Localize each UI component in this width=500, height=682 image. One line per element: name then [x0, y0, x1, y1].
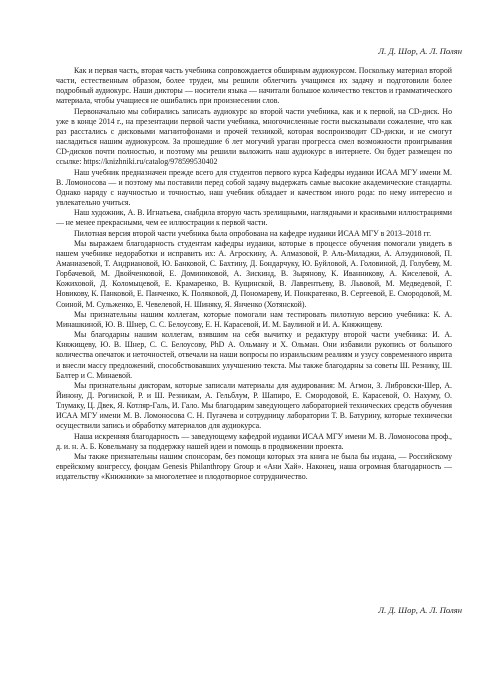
paragraph-thanks-sponsors: Мы также признательны нашим спонсорам, без помощи которых эта книга не была бы издана, — Российскому еврейскому конгрессу, фондам Genesis Philanthropy Group и «Ани Хай». Наконец, наша огромная благодарность — издательству «Книжники» за многолетнее и плодотворное сотрудничество.	[56, 451, 452, 482]
paragraph-thanks-students: Мы выражаем благодарность студентам кафедры иудаики, которые в процессе обучения помогали увидеть в нашем учебнике недоработки и исправить их: А. Агроскину, А. Алмазовой, Р. Аль-Миладжи, А. Алэудиновой, П. Аманиазевой, Т. Андриановой, Ю. Банковой, С. Бахтину, Д. Бондарчуку, Ю. Буйловой, А. Головиной, Д. Голубеву, М. Горбачевой, М. Двойченковой, Е. Доминиковой, А. Зискинд, В. Зырянову, К. Иванникову, А. Киселевой, А. Кожиховой, Д. Коломыцевой, Е. Крамаренко, В. Кущинской, В. Лаврентьеву, В. Львовой, М. Медведевой, Г. Новикову, К. Панковой, Е. Панченко, К. Поляковой, Д. Пономареву, И. Понкратенко, В. Сергеевой, Е. Смородовой, М. Соиной, М. Сульженко, Е. Чевелевой, Н. Шиняку, Я. Янченко (Хотянской).	[56, 238, 452, 309]
paragraph-thanks-speakers: Мы признательны дикторам, которые записали материалы для аудирования: М. Агмон, З. Либровски-Шер, А. Йинону, Д. Рогинской, Р. и Ш. Резникам, А. Гельблум, Р. Шапиро, Е. Смородовой, Е. Карасевой, О. Нахуму, О. Тлумаку, Ц. Двек, Я. Котляр-Галь, И. Гало. Мы благодарим заведующего лабораторией технических средств обучения ИСАА МГУ имени М. В. Ломоносова С. Н. Пугачева и сотрудницу лаборатории Т. В. Батурину, которые технически осуществили запись и обработку материалов для аудиокурса.	[56, 380, 452, 431]
paragraph-thanks-testers: Мы признательны нашим коллегам, которые помогали нам тестировать пилотную версию учебника: К. А. Минашкиной, Ю. В. Шнер, С. С. Белоусову, Е. Н. Карасевой, И. М. Баулиной и И. А. Княжищеву.	[56, 309, 452, 329]
running-head-authors: Л. Д. Шор, А. Л. Полян	[378, 46, 462, 56]
signature-authors: Л. Д. Шор, А. Л. Полян	[378, 605, 462, 615]
preface-text	[56, 66, 452, 482]
paragraph-thanks-head: Наша искренняя благодарность — заведующему кафедрой иудаики ИСАА МГУ имени М. В. Ломоносова проф., д. и. н. А. Б. Ковельману за поддержку нашей идеи и помощь в продвижении проекта.	[56, 431, 452, 451]
paragraph-pilot-version: Пилотная версия второй части учебника была опробована на кафедре иудаики ИСАА МГУ в 2013–2018 гг.	[74, 228, 432, 238]
paragraph-thanks-editors: Мы благодарны нашим коллегам, взявшим на себя вычитку и редактуру второй части учебника: И. А. Княжищеву, Ю. В. Шнер, С. С. Белоусову, PhD А. Ольману и Х. Ольман. Они избавили рукопись от большого количества опечаток и неточностей, отвечали на наши вопросы по израильским реалиям и узусу современного иврита и внесли массу предложений, способствовавших улучшению текста. Мы также благодарны за советы Ш. Резнику, Ш. Балтер и С. Минаевой.	[56, 330, 452, 380]
paragraph-illustrator: Наш художник, А. В. Игнатьева, снабдила вторую часть зрелищными, наглядными и красивыми иллюстрациями — не менее прекрасными, чем ее иллюстрации к первой части.	[56, 208, 452, 228]
paragraph-cd-history: Первоначально мы собирались записать аудиокурс ко второй части учебника, как и к первой, на CD-диск. Но уже в конце 2014 г., на презентации первой части учебника, многочисленные гости высказывали сожаление, что как раз расстались с дисковыми магнитофонами и прочей техникой, которая воспроизводит CD-диски, и не смогут насладиться нашим аудиокурсом. За прошедшие 6 лет могучий ураган прогресса смел возможности проигрывания CD-дисков почти полностью, и поэтому мы решили выложить наш аудиокурс в интернете. Он будет размещен по ссылке: https://knizhniki.ru/catalog/978599530402	[56, 106, 452, 167]
paragraph-audio-course: Как и первая часть, вторая часть учебника сопровождается обширным аудиокурсом. Поскольку материал второй части, естественным образом, более труден, мы решили облегчить учащимся их задачу и подготовили более подробный аудиокурс. Наши дикторы — носители языка — начитали большое количество текстов и грамматического материала, чтобы учащиеся не ошибались при произнесении слов.	[56, 66, 452, 106]
paragraph-audience: Наш учебник предназначен прежде всего для студентов первого курса Кафедры иудаики ИСАА МГУ имени М. В. Ломоносова — и поэтому мы поставили перед собой задачу выдержать самые высокие академические стандарты. Однако наряду с научностью и точностью, наш учебник обладает и качеством иного рода: по нему интересно и увлекательно учиться.	[56, 167, 452, 208]
